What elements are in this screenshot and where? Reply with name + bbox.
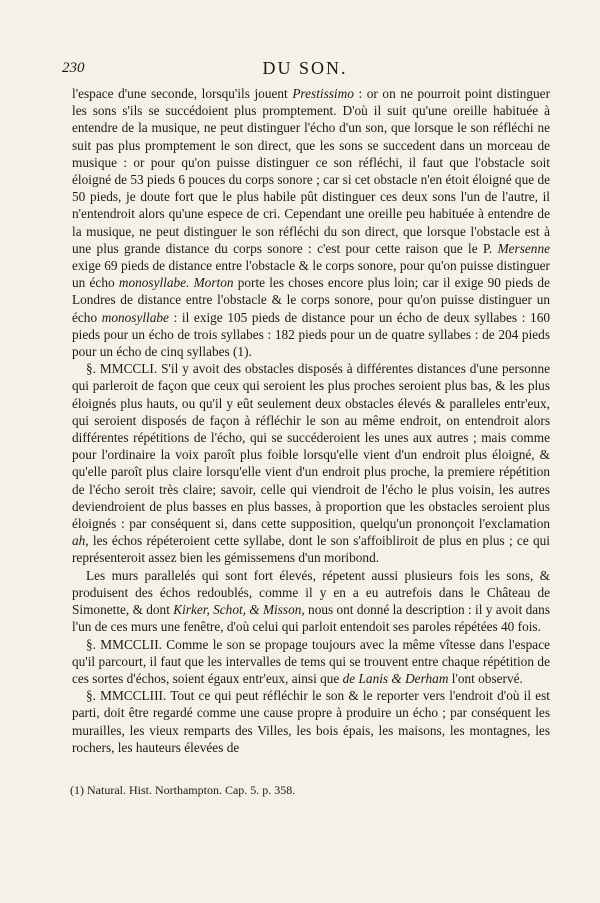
text-segment: : or on ne pourroit point distinguer les sons s'ils se succédoient plus promptement. D'où il suit qu'une oreille habituée à entendre de la musique, ne peut distinguer l'écho d'un son, que lorsque le son réfléchi ne suit pas plus promptement le son direct, que les sons se succedent dans un morceau de musique : or pour qu'on puisse distinguer ce son réfléchi, il faut que l'obstacle soit éloigné de 53 pieds 6 pouces du corps sonore ; car si cet obstacle n'en étoit éloigné que de 50 pieds, je doute fort que le plus habile pût distinguer ces deux sons l'un de l'autre, il n'entendroit alors qu'une espece de cri. Cependant une oreille peu habituée à entendre de la musique, ne peut distinguer le son réfléchi du son direct, que lorsque l'obstacle est à une plus grande distance du corps sonore : c'est pour cette raison que le P.: [72, 86, 550, 256]
text-segment: §. MMCCLII. Comme le son se propage toujours avec la même vîtesse dans l'espace qu'il parcourt, il faut que les intervalles de tems qui se trouvent entre chaque répétition de ces sortes d'échos, soient égaux entr'eux, ainsi que: [72, 636, 550, 686]
body-text: [72, 85, 550, 756]
paragraph: [72, 567, 550, 636]
text-segment: Les murs parallelés qui sont fort élevés, répetent aussi plusieurs fois les sons, & produisent des échos redoublés, comme il y en a eu autrefois dans le Château de Simonette, & dont: [72, 567, 550, 618]
italic-text: Kirker, Schot, & Misson: [173, 602, 302, 618]
text-segment: exige 69 pieds de distance entre l'obstacle & le corps sonore, pour qu'on puisse distinguer un écho: [72, 258, 550, 291]
italic-text: de Lanis & Derham: [342, 670, 449, 686]
text-segment: l'ont observé.: [448, 670, 523, 686]
footnote: (1) Natural. Hist. Northampton. Cap. 5. p. 358.: [70, 783, 296, 797]
italic-text: monosyllabe: [101, 309, 169, 325]
text-segment: §. MMCCLIII. Tout ce qui peut réfléchir le son & le reporter vers l'endroit d'où il est parti, doit être regardé comme une cause propre à produire un écho ; par conséquent les murailles, les vieux remparts des Villes, les bois épais, les maisons, les montagnes, les rochers, les hauteurs élevées de: [72, 688, 550, 755]
italic-text: monosyllabe. Morton: [118, 275, 234, 291]
italic-text: ah: [72, 533, 86, 549]
page-header: [62, 60, 548, 82]
text-segment: , les échos répéteroient cette syllabe, dont le son s'affoibliroit de plus en plus ; ce qui représenteroit assez bien les gémissemens d'un moribond.: [72, 533, 550, 566]
text-segment: l'espace d'une seconde, lorsqu'ils jouent: [72, 86, 293, 101]
paragraph: [72, 85, 550, 360]
paragraph: [72, 687, 550, 756]
italic-text: Prestissimo: [292, 86, 354, 101]
italic-text: Mersenne: [497, 240, 550, 256]
running-head: DU SON.: [262, 58, 348, 78]
text-segment: , nous ont donné la description : il y avoit dans l'un de ces murs une fenêtre, d'où celui qui parloit entendoit ses paroles répétées 40 fois.: [72, 602, 550, 635]
text-segment: §. MMCCLI. S'il y avoit des obstacles disposés à différentes distances d'une personne qui parleroit de façon que ceux qui seroient les plus proches seroient plus bas, & les plus éloignés plus hauts, ou qu'il y eût seulement deux obstacles élevés & paralleles entr'eux, qui seroient disposés de façon à réfléchir le son au même endroit, on entendroit alors différentes répétitions de l'écho, qui se succéderoient les unes aux autres ; mais comme pour l'ordinaire la voix paroît plus foible lorsqu'elle vient d'un endroit plus éloigné, & qu'elle paroît plus claire lorsqu'elle vient d'un endroit plus proche, la premiere répétition de l'écho seroit très claire; savoir, celle qui viendroit de l'écho le plus voisin, les autres deviendroient de plus basses en plus basses, à proportion que les obstacles seroient plus éloignés : par conséquent si, dans cette supposition, quelqu'un prononçoit l'exclamation: [72, 361, 550, 532]
page-number: 230: [62, 60, 85, 76]
paragraph: [72, 636, 550, 688]
text-segment: porte les choses encore plus loin; car il exige 90 pieds de Londres de distance entre l'obstacle & le corps sonore, pour qu'on puisse distinguer un écho: [72, 275, 550, 325]
text-segment: : il exige 105 pieds de distance pour un écho de deux syllabes : 160 pieds pour un écho de trois syllabes : 182 pieds pour un de quatre syllabes : de 204 pieds pour un écho de cinq syllabes (1).: [72, 309, 550, 360]
paragraph: [72, 360, 550, 566]
